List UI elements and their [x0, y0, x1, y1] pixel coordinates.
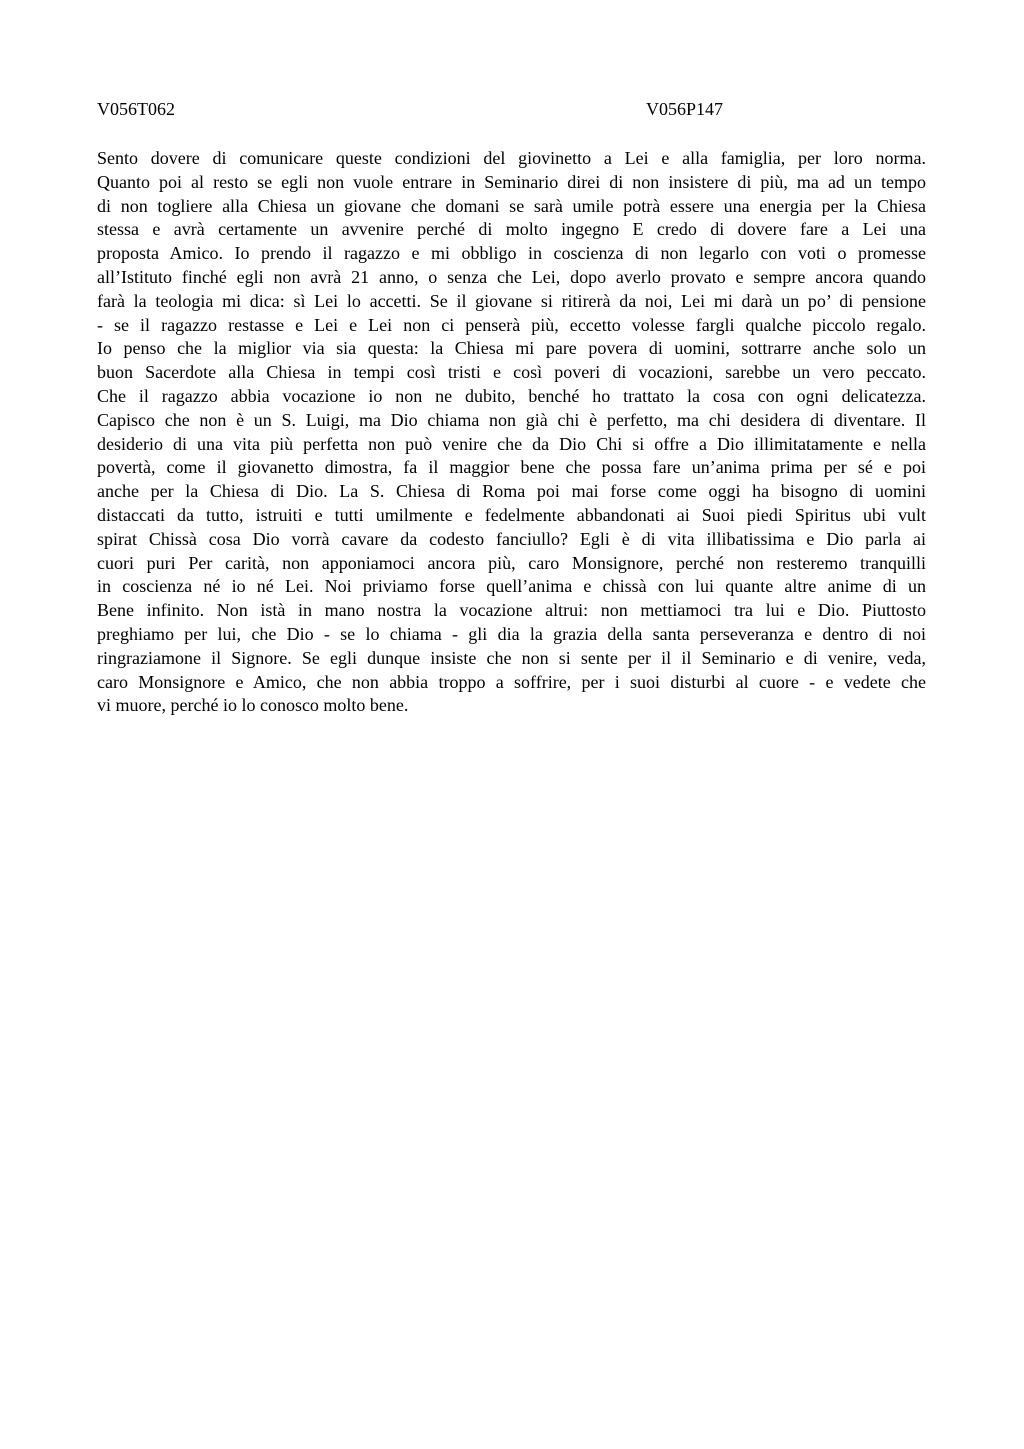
- text-line: all’Istituto finché egli non avrà 21 anno, o senza che Lei, dopo averlo provato e sempre ancora quando: [97, 266, 926, 287]
- text-line: desiderio di una vita più perfetta non può venire che da Dio Chi si offre a Dio illimitatamente e nella: [97, 433, 926, 454]
- text-line: farà la teologia mi dica: sì Lei lo accetti. Se il giovane si ritirerà da noi, Lei mi darà un po’ di pensione: [97, 290, 926, 311]
- text-line: Capisco che non è un S. Luigi, ma Dio chiama non già chi è perfetto, ma chi desidera di diventare. Il: [97, 409, 926, 430]
- text-line: spirat Chissà cosa Dio vorrà cavare da codesto fanciullo? Egli è di vita illibatissima e Dio parla ai: [97, 528, 926, 549]
- text-line: preghiamo per lui, che Dio - se lo chiama - gli dia la grazia della santa perseveranza e dentro di noi: [97, 623, 926, 644]
- text-line: caro Monsignore e Amico, che non abbia troppo a soffrire, per i suoi disturbi al cuore - e vedete che: [97, 671, 926, 692]
- text-line: stessa e avrà certamente un avvenire perché di molto ingegno E credo di dovere fare a Lei una: [97, 219, 926, 240]
- document-page: [97, 97, 926, 718]
- text-line: vi muore, perché io lo conosco molto bene.: [97, 695, 409, 716]
- text-line: povertà, come il giovanetto dimostra, fa il maggior bene che possa fare un’anima prima per sé e poi: [97, 457, 926, 478]
- letter-body: [97, 147, 926, 718]
- text-line: ringraziamone il Signore. Se egli dunque insiste che non si sente per il il Seminario e di venire, veda,: [97, 647, 926, 668]
- text-line: Quanto poi al resto se egli non vuole entrare in Seminario direi di non insistere di più, ma ad un tempo: [97, 171, 926, 192]
- text-line: proposta Amico. Io prendo il ragazzo e mi obbligo in coscienza di non legarlo con voti o promesse: [97, 243, 926, 264]
- page-header: [97, 97, 926, 121]
- text-line: Bene infinito. Non istà in mano nostra la vocazione altrui: non mettiamoci tra lui e Dio. Piuttosto: [97, 600, 926, 621]
- document-code-left: V056T062: [97, 99, 175, 119]
- text-line: in coscienza né io né Lei. Noi priviamo forse quell’anima e chissà con lui quante altre anime di un: [97, 576, 926, 597]
- text-line: Che il ragazzo abbia vocazione io non ne dubito, benché ho trattato la cosa con ogni delicatezza.: [97, 385, 926, 406]
- text-line: cuori puri Per carità, non apponiamoci ancora più, caro Monsignore, perché non resteremo tranquilli: [97, 552, 926, 573]
- text-line: di non togliere alla Chiesa un giovane che domani se sarà umile potrà essere una energia per la Chiesa: [97, 195, 926, 216]
- text-line: - se il ragazzo restasse e Lei e Lei non ci penserà più, eccetto volesse fargli qualche piccolo regalo.: [97, 314, 926, 335]
- text-line: anche per la Chiesa di Dio. La S. Chiesa di Roma poi mai forse come oggi ha bisogno di uomini: [97, 481, 926, 502]
- text-line: buon Sacerdote alla Chiesa in tempi così tristi e così poveri di vocazioni, sarebbe un vero peccato.: [97, 362, 926, 383]
- text-line: Sento dovere di comunicare queste condizioni del giovinetto a Lei e alla famiglia, per loro norma.: [97, 148, 926, 168]
- text-line: distaccati da tutto, istruiti e tutti umilmente e fedelmente abbandonati ai Suoi piedi Spiritus ubi vult: [97, 504, 926, 525]
- document-code-right: V056P147: [646, 99, 724, 119]
- text-line: Io penso che la miglior via sia questa: la Chiesa mi pare povera di uomini, sottrarre anche solo un: [97, 338, 926, 359]
